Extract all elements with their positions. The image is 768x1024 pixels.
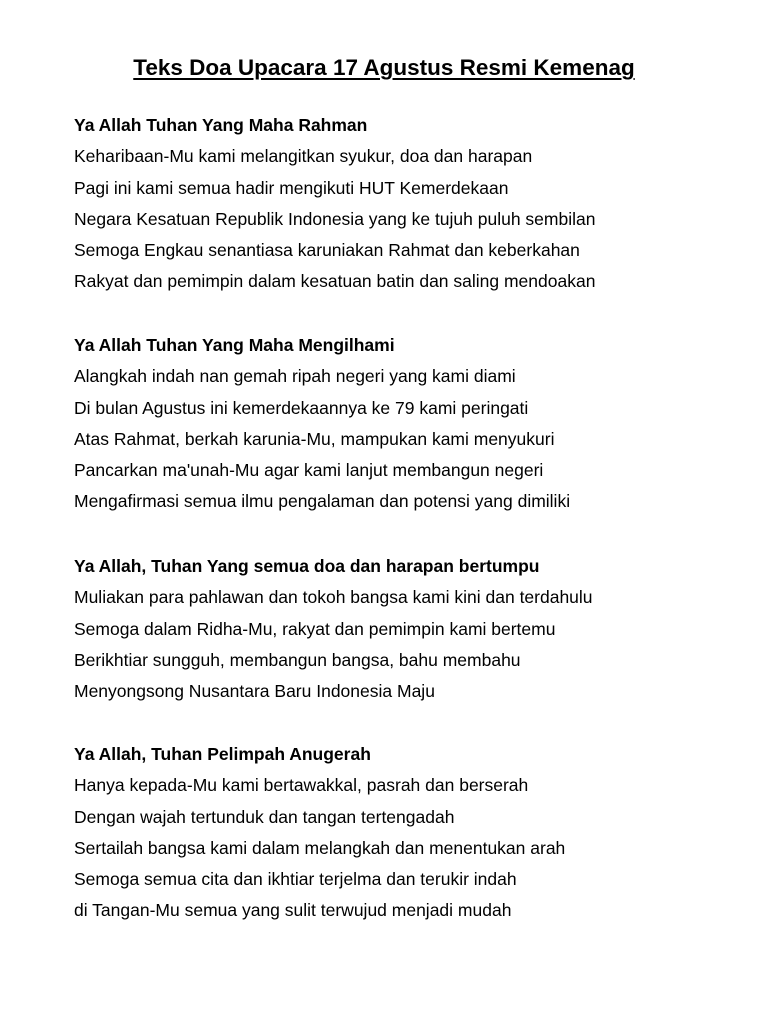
- stanza-line: Semoga Engkau senantiasa karuniakan Rahmat dan keberkahan: [74, 240, 580, 261]
- stanza-line: Pagi ini kami semua hadir mengikuti HUT Kemerdekaan: [74, 177, 509, 198]
- stanza-line: Mengafirmasi semua ilmu pengalaman dan potensi yang dimiliki: [74, 491, 571, 512]
- stanza-line: Alangkah indah nan gemah ripah negeri yang kami diami: [74, 366, 516, 387]
- stanza-line: Semoga semua cita dan ikhtiar terjelma dan terukir indah: [74, 869, 517, 890]
- stanza-line: Keharibaan-Mu kami melangitkan syukur, doa dan harapan: [74, 146, 533, 167]
- prayer-stanza-3: [74, 551, 734, 707]
- prayer-stanza-1: [74, 110, 734, 298]
- stanza-line: Dengan wajah tertunduk dan tangan tertengadah: [74, 806, 455, 827]
- stanza-heading: Ya Allah Tuhan Yang Maha Rahman: [74, 115, 368, 135]
- stanza-line: Pancarkan ma'unah-Mu agar kami lanjut membangun negeri: [74, 460, 544, 481]
- stanza-line: Negara Kesatuan Republik Indonesia yang ke tujuh puluh sembilan: [74, 208, 596, 229]
- document-title: Teks Doa Upacara 17 Agustus Resmi Kemenag: [133, 55, 635, 80]
- stanza-line: di Tangan-Mu semua yang sulit terwujud menjadi mudah: [74, 900, 512, 921]
- stanza-line: Rakyat dan pemimpin dalam kesatuan batin dan saling mendoakan: [74, 271, 596, 292]
- stanza-heading: Ya Allah Tuhan Yang Maha Mengilhami: [74, 335, 395, 355]
- stanza-line: Di bulan Agustus ini kemerdekaannya ke 79 kami peringati: [74, 397, 529, 418]
- stanza-heading: Ya Allah, Tuhan Yang semua doa dan harapan bertumpu: [74, 556, 540, 576]
- stanza-line: Semoga dalam Ridha-Mu, rakyat dan pemimpin kami bertemu: [74, 618, 556, 639]
- stanza-line: Menyongsong Nusantara Baru Indonesia Maju: [74, 681, 435, 702]
- stanza-heading: Ya Allah, Tuhan Pelimpah Anugerah: [74, 744, 371, 764]
- stanza-line: Atas Rahmat, berkah karunia-Mu, mampukan kami menyukuri: [74, 428, 555, 449]
- stanza-line: Hanya kepada-Mu kami bertawakkal, pasrah dan berserah: [74, 775, 529, 796]
- prayer-stanza-2: [74, 330, 734, 518]
- stanza-line: Muliakan para pahlawan dan tokoh bangsa kami kini dan terdahulu: [74, 587, 593, 608]
- prayer-stanza-4: [74, 739, 734, 927]
- stanza-line: Berikhtiar sungguh, membangun bangsa, bahu membahu: [74, 649, 521, 670]
- stanza-line: Sertailah bangsa kami dalam melangkah dan menentukan arah: [74, 837, 566, 858]
